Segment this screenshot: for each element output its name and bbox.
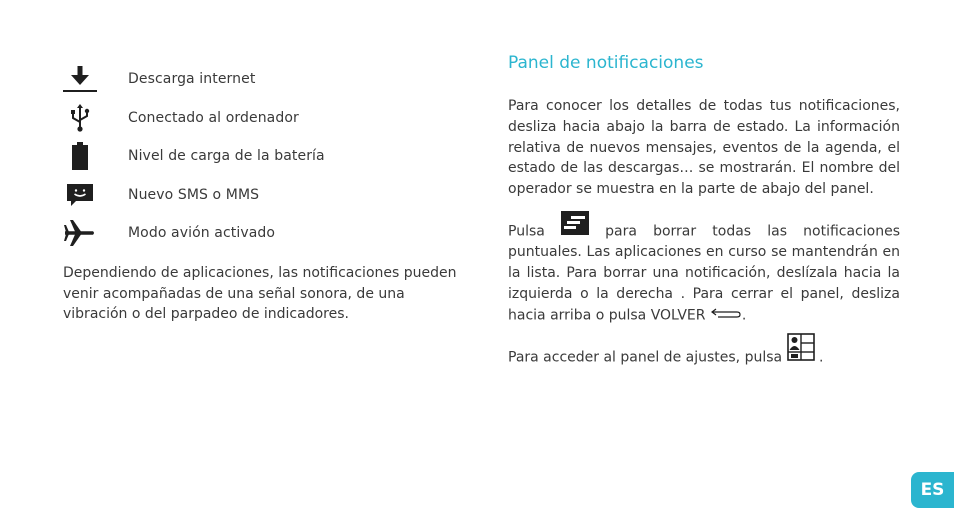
paragraph <box>508 347 900 368</box>
list-item-label: Nivel de carga de la batería <box>128 148 325 164</box>
list-item <box>62 103 462 142</box>
list-item <box>62 64 462 103</box>
section-title: Panel de notificaciones <box>508 53 704 73</box>
download-icon <box>62 64 98 94</box>
usb-icon <box>62 103 98 133</box>
list-item-label: Modo avión activado <box>128 225 276 241</box>
settings-panel-icon <box>787 347 815 368</box>
status-icon-list <box>62 64 462 257</box>
list-item-label: Conectado al ordenador <box>128 109 299 126</box>
paragraph-text: para borrar todas las notificaciones puntuales. Las aplicaciones en curso se mantendrán en la lista. Para borrar una notificación, deslízala hacia la izquierda o la derecha . Para cerrar el panel, desliza hacia arriba o pulsa VOLVER <box>508 223 900 323</box>
list-item <box>62 141 462 180</box>
paragraph-text: Para acceder al panel de ajustes, pulsa <box>508 349 787 366</box>
notifications-panel-section <box>508 50 900 368</box>
paragraph <box>508 221 900 326</box>
paragraph-text: . <box>814 349 824 366</box>
notifications-note: Dependiendo de aplicaciones, las notificaciones pueden venir acompañadas de una señal sonora, de una vibración o del parpadeo de indicadores. <box>63 265 457 323</box>
paragraph-text: . <box>741 306 747 323</box>
paragraph: Para conocer los detalles de todas tus notificaciones, desliza hacia abajo la barra de estado. La información relativa de nuevos mensajes, eventos de la agenda, el estado de las descargas… se mostrarán. El nombre del operador se muestra en la parte de abajo del panel. <box>508 98 900 198</box>
language-badge: ES <box>911 472 954 508</box>
list-item <box>62 218 462 257</box>
back-icon <box>710 305 742 326</box>
airplane-icon <box>62 218 98 248</box>
paragraph-text: Pulsa <box>508 223 561 240</box>
sms-icon <box>62 180 98 210</box>
clear-notifications-icon <box>561 221 589 242</box>
list-item-label: Nuevo SMS o MMS <box>128 186 260 203</box>
battery-icon <box>62 141 98 171</box>
list-item <box>62 180 462 219</box>
list-item-label: Descarga internet <box>128 71 256 87</box>
